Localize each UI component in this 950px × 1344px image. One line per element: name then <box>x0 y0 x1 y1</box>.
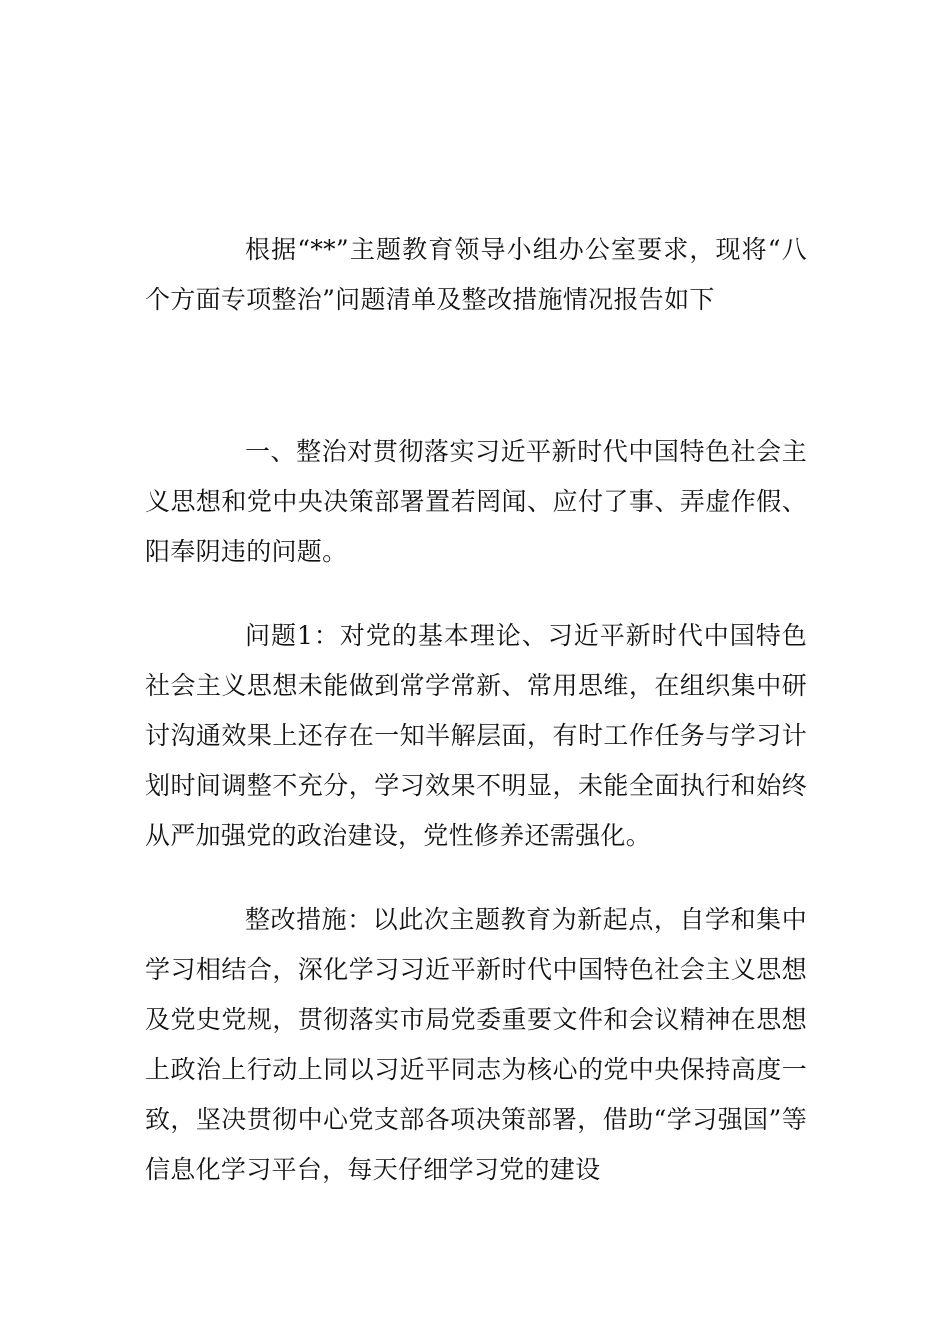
section-heading-paragraph: 一、整治对贯彻落实习近平新时代中国特色社会主义思想和党中央决策部署置若罔闻、应付了事、弄虚作假、阳奉阴违的问题。 <box>145 437 807 566</box>
document-body <box>145 225 807 1195</box>
measures-paragraph: 整改措施：以此次主题教育为新起点，自学和集中学习相结合，深化学习习近平新时代中国特色社会主义思想及党史党规，贯彻落实市局党委重要文件和会议精神在思想上政治上行动上同以习近平同志为核心的党中央保持高度一致，坚决贯彻中心党支部各项决策部署，借助“学习强国”等信息化学习平台，每天仔细学习党的建设 <box>145 905 807 1184</box>
intro-paragraph: 根据“**”主题教育领导小组办公室要求，现将“八个方面专项整治”问题清单及整改措施情况报告如下 <box>145 235 807 314</box>
problem-paragraph: 问题1：对党的基本理论、习近平新时代中国特色社会主义思想未能做到常学常新、常用思维，在组织集中研讨沟通效果上还存在一知半解层面，有时工作任务与学习计划时间调整不充分，学习效果不明显，未能全面执行和始终从严加强党的政治建设，党性修养还需强化。 <box>145 621 807 850</box>
